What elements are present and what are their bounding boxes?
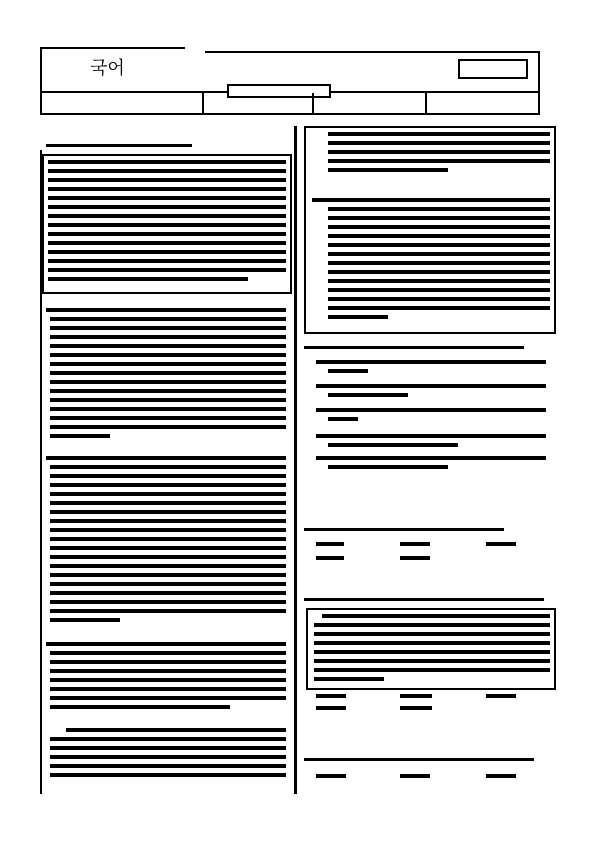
header-bottom-rule [40,113,540,115]
left-column [42,140,292,794]
header-field-sep-2 [312,93,314,113]
q8-option-5[interactable] [400,556,430,560]
header-top-right-rule [205,51,540,53]
column-divider [294,126,297,794]
q9-option-4[interactable] [316,706,346,710]
q9-option-3[interactable] [486,694,516,698]
q9-option-1[interactable] [316,694,346,698]
paragraph-5 [42,726,292,792]
q8-option-4[interactable] [316,556,344,560]
q10-option-3[interactable] [486,774,516,778]
q8-option-3[interactable] [486,542,516,546]
q10-option-2[interactable] [400,774,430,778]
header-top-left-rule [40,47,185,49]
header-left-border [40,47,42,115]
question-8 [304,526,554,576]
subject-title: 국어 [90,58,125,79]
instruction-line [46,144,192,147]
paragraph-3 [42,454,292,634]
q9-box [306,608,556,690]
question-10 [304,756,554,792]
paragraph-4 [42,640,292,720]
header-right-border [538,51,540,115]
question-7 [304,344,554,494]
q7-option-3[interactable] [316,408,546,412]
passage-box-1 [42,154,292,294]
q8-option-2[interactable] [400,542,430,546]
header-frame [40,47,540,115]
score-box[interactable] [458,59,528,79]
q7-option-5[interactable] [316,456,546,460]
header-center-tab [227,84,331,98]
q7-option-1[interactable] [316,360,546,364]
q7-option-2[interactable] [316,384,546,388]
q8-option-1[interactable] [316,542,344,546]
header-field-sep-1 [202,93,204,113]
header-field-sep-3 [425,93,427,113]
q7-option-4[interactable] [316,434,546,438]
paragraph-2 [42,306,292,456]
q9-option-2[interactable] [400,694,432,698]
question-9 [304,596,558,716]
q10-option-1[interactable] [316,774,346,778]
q9-option-5[interactable] [400,706,432,710]
right-column [300,126,558,794]
passage-box-2 [304,126,556,334]
